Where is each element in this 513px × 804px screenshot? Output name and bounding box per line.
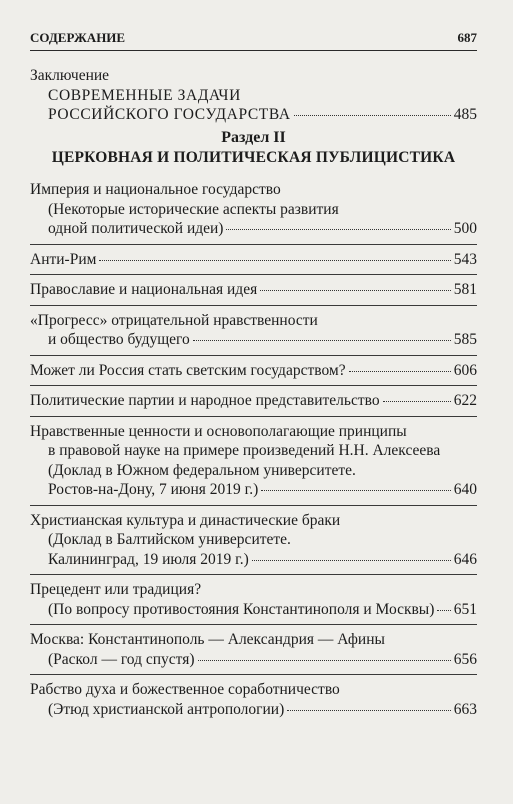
dot-leader xyxy=(226,228,450,230)
entry-page: 485 xyxy=(453,106,477,123)
conclusion-entry xyxy=(30,66,477,125)
entry-title-last: Калининград, 19 июля 2019 г.) xyxy=(48,550,249,568)
entry-title-line: Империя и национальное государство xyxy=(30,181,281,198)
entry-title-last: (Этюд христианской антропологии) xyxy=(48,700,285,718)
toc-entry xyxy=(30,416,477,505)
entry-title-line: (Некоторые исторические аспекты развития xyxy=(48,200,339,218)
dot-leader xyxy=(99,259,450,261)
toc-list xyxy=(30,180,477,724)
toc-entry xyxy=(30,674,477,724)
entry-page: 500 xyxy=(453,220,477,237)
toc-entry xyxy=(30,180,477,244)
toc-entry xyxy=(30,274,477,305)
toc-entry xyxy=(30,305,477,355)
entry-title-line: Прецедент или традиция? xyxy=(30,581,202,598)
entry-title-last: Может ли Россия стать светским государством? xyxy=(30,361,346,379)
entry-title-row xyxy=(30,280,477,300)
dot-leader xyxy=(198,659,451,661)
section-heading xyxy=(30,128,477,167)
entry-title-row xyxy=(30,250,477,270)
entry-page: 543 xyxy=(453,250,477,268)
entry-title-row xyxy=(30,391,477,411)
entry-title-last: Ростов-на-Дону, 7 июня 2019 г.) xyxy=(48,481,259,498)
entry-title-last: (Раскол — год спустя) xyxy=(48,650,195,668)
entry-title-row xyxy=(30,650,477,670)
entry-title-last: Анти-Рим xyxy=(30,250,97,268)
entry-title-line: «Прогресс» отрицательной нравственности xyxy=(30,311,318,329)
page-number: 687 xyxy=(457,30,477,45)
entry-title-line: Рабство духа и божественное соработничество xyxy=(30,681,340,698)
entry-page: 651 xyxy=(453,600,477,618)
conclusion-label: Заключение xyxy=(30,67,110,84)
dot-leader xyxy=(294,114,451,116)
entry-title-row xyxy=(30,480,477,500)
conclusion-title-row xyxy=(30,105,477,125)
toc-entry xyxy=(30,505,477,575)
entry-title-line: (Доклад в Южном федеральном университете. xyxy=(48,461,356,479)
toc-entry xyxy=(30,244,477,275)
entry-page: 656 xyxy=(453,650,477,668)
entry-title-last: и общество будущего xyxy=(48,331,190,348)
entry-title-line: Москва: Константинополь — Александрия — Афины xyxy=(30,631,385,648)
entry-page: 622 xyxy=(453,392,477,409)
entry-page: 606 xyxy=(453,361,477,379)
toc-entry xyxy=(30,355,477,386)
running-head-title: СОДЕРЖАНИЕ xyxy=(30,30,126,45)
section-number: Раздел II xyxy=(221,129,286,146)
entry-page: 663 xyxy=(453,700,477,718)
toc-entry xyxy=(30,385,477,416)
section-title: ЦЕРКОВНАЯ И ПОЛИТИЧЕСКАЯ ПУБЛИЦИСТИКА xyxy=(51,148,456,166)
entry-title-line: в правовой науке на примере произведений Н.Н. Алексеева xyxy=(48,442,441,459)
entry-title-row xyxy=(30,700,477,720)
entry-page: 640 xyxy=(453,481,477,498)
entry-title-row xyxy=(30,550,477,570)
running-head xyxy=(30,30,477,46)
toc-entry xyxy=(30,624,477,674)
dot-leader xyxy=(287,709,450,711)
entry-title-row xyxy=(30,361,477,381)
dot-leader xyxy=(349,370,451,372)
entry-title-last: (По вопросу противостояния Константинополя и Москвы) xyxy=(48,600,435,618)
entry-page: 646 xyxy=(453,550,477,568)
dot-leader xyxy=(193,339,451,341)
entry-title-line: Христианская культура и династические браки xyxy=(30,511,341,529)
entry-title-last: Политические партии и народное представительство xyxy=(30,392,380,409)
entry-title-last: Православие и национальная идея xyxy=(30,281,258,298)
entry-title-row xyxy=(30,600,477,620)
entry-page: 585 xyxy=(453,331,477,348)
entry-title-row xyxy=(30,219,477,239)
dot-leader xyxy=(260,289,451,291)
dot-leader xyxy=(383,400,451,402)
header-rule xyxy=(30,50,477,51)
dot-leader xyxy=(437,609,450,611)
entry-page: 581 xyxy=(453,281,477,298)
toc-entry xyxy=(30,574,477,624)
dot-leader xyxy=(252,559,451,561)
dot-leader xyxy=(261,489,450,491)
entry-title-row xyxy=(30,330,477,350)
entry-title-line: Нравственные ценности и основополагающие принципы xyxy=(30,422,407,440)
conclusion-title-line: СОВРЕМЕННЫЕ ЗАДАЧИ xyxy=(48,86,241,104)
entry-title-line: (Доклад в Балтийском университете. xyxy=(48,531,291,548)
conclusion-title-last: РОССИЙСКОГО ГОСУДАРСТВА xyxy=(48,106,291,123)
entry-title-last: одной политической идеи) xyxy=(48,220,224,237)
